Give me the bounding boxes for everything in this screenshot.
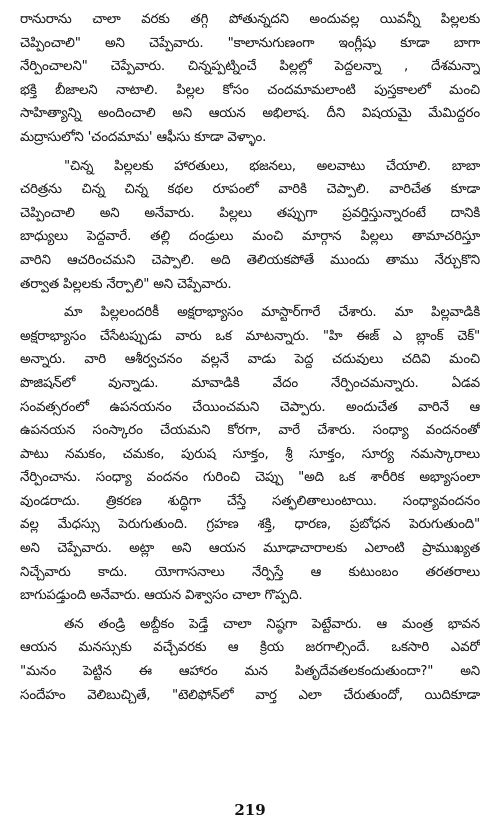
body-text <box>20 8 480 707</box>
text-line: నిచ్చేవారు కాదు. యోగాసనాలు నేర్పిస్తే ఆ కుటుంబం తరతరాలు <box>20 564 480 580</box>
text-line: మా పిల్లలందరికీ అక్షరాభ్యాసం మాస్టార్‌గారే చేశారు. మా పిల్లవాడికి <box>64 305 480 321</box>
text-line: అక్షరాభ్యాసం చేసేటప్పుడు వారు ఒక మాటన్నారు. "హి ఈజ్ ఎ బ్లాంక్ చెక్" <box>20 328 480 344</box>
text-line: భక్తి బీజాలని నాటాలి. పిల్లల కోసం చందమామలాంటి పుస్తకాలలో మంచి <box>20 82 480 98</box>
text-line: తన తండ్రి అబ్దీకం పెడ్తే చాలా నిష్ఠగా పెట్టేవారు. ఆ మంత్ర భావన <box>64 616 480 632</box>
text-line: సాహిత్యాన్ని అందించాలి అని ఆయన అభిలాష. దీని విషయమై మేమిద్దరం <box>20 106 480 122</box>
text-line: వల్ల మేధస్సు పెరుగుతుంది. గ్రహణ శక్తి, ధారణ, ప్రబోధన పెరుగుతుంది" <box>20 517 480 533</box>
text-line: అన్నారు. వారి ఆశీర్వచనం వల్లనే వాడు పెద్ద చదువులు చదివి మంచి <box>20 352 480 368</box>
text-line: తర్వాత పిల్లలకు నేర్పాలి" అని చెప్పేవారు. <box>20 276 232 292</box>
text-line: మద్రాసులోని 'చందమామ' ఆఫీసు కూడా వెళ్ళాం. <box>20 129 267 145</box>
text-line: "మనం పెట్టిన ఈ ఆహారం మన పితృదేవతలకందుతుందా?" అని <box>20 664 480 680</box>
text-line: నేర్పించాను. సంధ్యా వందనం గురించి చెప్పు "అది ఒక శారీరిక అభ్యాసంలా <box>20 470 480 486</box>
text-line: చెప్పించాలి అని అనేవారు. పిల్లలు తప్పుగా ప్రవర్తిస్తున్నారంటే దానికి <box>20 205 480 221</box>
page-number: 219 <box>234 801 266 819</box>
text-line: సందేహం వెలిబుచ్చితే, "టెలిఫోన్‌లో వార్త ఎలా చేరుతుందో, యిదికూడా <box>20 687 480 703</box>
paragraph <box>20 301 480 608</box>
paragraph <box>20 8 480 150</box>
paragraph <box>20 613 480 707</box>
text-line: నేర్పించాలని" చెప్పేవారు. చిన్నప్పట్నించే పిల్లల్లో పెద్దలన్నా , దేశమన్నా <box>20 59 480 75</box>
text-line: వుండరాదు. త్రికరణ శుద్ధిగా చేస్తే సత్ఫలితాలుంటాయి. సంధ్యావందనం <box>20 493 480 509</box>
text-line: అని చెప్పేవారు. అట్లా అని ఆయన మూఢాచారాలకు ఎలాంటి ప్రాముఖ్యత <box>20 541 480 557</box>
text-line: బాధ్యులు పెద్దవారే. తల్లి దండ్రులు మంచి మార్గాన పిల్లలు తామాచరిస్తూ <box>20 229 480 245</box>
text-line: రానురాను చాలా వరకు తగ్గి పోతున్నదని అందువల్ల యివన్నీ పిల్లలకు <box>20 12 480 27</box>
text-line: చెప్పించాలి" అని చెప్పేవారు. "కాలానుగుణంగా ఇంగ్లీషు కూడా బాగా <box>20 35 480 51</box>
text-line: "చిన్న పిల్లలకు హారతులు, భజనలు, అలవాటు చేయాలి. బాబా <box>64 158 480 174</box>
text-line: చరిత్రను చిన్న చిన్న కథల రూపంలో వారికి చెప్పాలి. వారిచేత కూడా <box>20 182 480 198</box>
text-line: బాగుపడ్తుంది అనేవారు. ఆయన విశ్వాసం చాలా గొప్పది. <box>20 588 303 604</box>
paragraph <box>20 155 480 297</box>
text-line: ఆయన మనస్సుకు వచ్చేవరకు ఆ క్రియ జరగాల్సిందే. ఒకసారి ఎవరో <box>20 640 480 656</box>
text-line: వారిని ఆచరించమని చెప్పాలి. అది తెలియకపోతే ముందు తాము నేర్చుకొని <box>20 252 480 268</box>
text-line: ఉపనయన సంస్కారం చేయమని కోరగా, వారే చేశారు. సంధ్యా వందనంతో <box>20 423 480 439</box>
text-line: పొజిషన్‌లో వున్నాడు. మావాడికి వేదం నేర్పించమన్నారు. ఏడవ <box>20 375 480 391</box>
text-line: సంవత్సరంలో ఉపనయనం చేయించమని చెప్పారు. అందుచేత వారినే ఆ <box>20 399 480 415</box>
text-line: పాటు నమకం, చమకం, పురుష సూక్తం, శ్రీ సూక్తం, సూర్య నమస్కారాలు <box>20 446 480 462</box>
